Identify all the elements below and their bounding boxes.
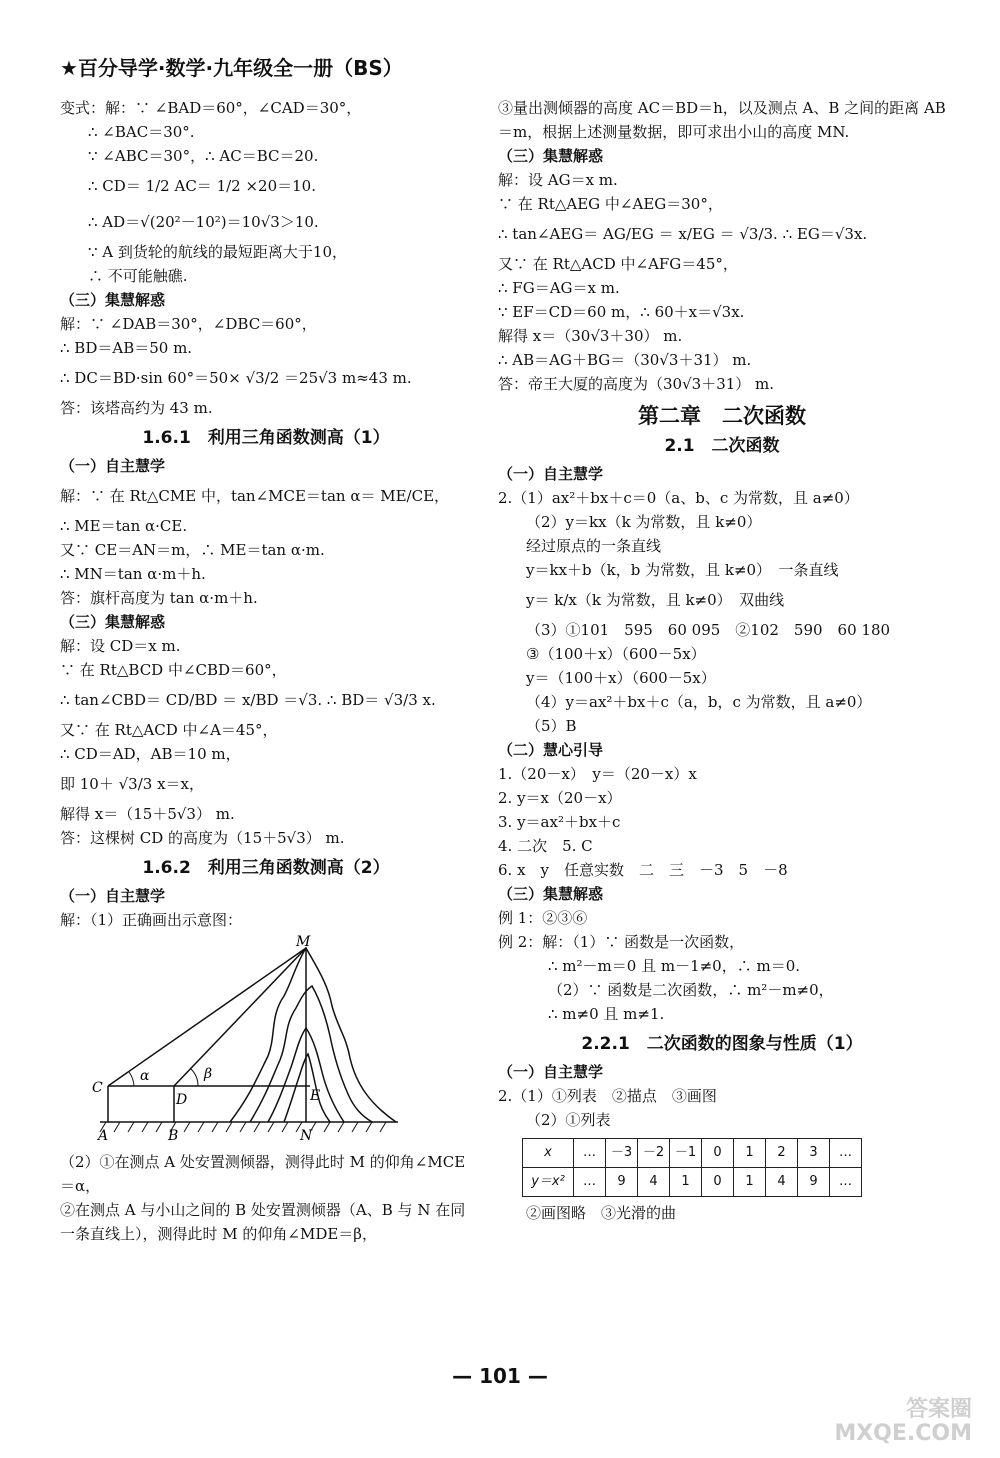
text-line: 答：帝王大厦的高度为（30√3＋31） m. <box>498 375 775 393</box>
table-cell: 2 <box>766 1139 798 1168</box>
table-cell: 1 <box>670 1168 702 1197</box>
text-line: 解得 x＝（30√3＋30） m. <box>498 327 683 345</box>
table-cell: 1 <box>734 1168 766 1197</box>
text-line: 解：∵ 在 Rt△CME 中，tan∠MCE＝tan α＝ ME/CE， <box>60 487 450 505</box>
table-cell: 9 <box>606 1168 638 1197</box>
table-row <box>523 1168 862 1197</box>
text-line: ∴ tan∠CBD＝ CD/BD ＝ x/BD ＝√3. ∴ BD＝ √3/3 x. <box>60 691 436 709</box>
right-lines-after-table <box>498 1201 946 1225</box>
text-line: ∴ CD＝ 1/2 AC＝ 1/2 ×20＝10. <box>88 177 316 195</box>
text-line: ∴ MN＝tan α·m＋h. <box>60 565 206 583</box>
table-cell: x <box>523 1139 574 1168</box>
left-lines-after-figure <box>60 1150 472 1246</box>
text-line: （一）自主慧学 <box>60 457 166 475</box>
text-line: ③（100＋x）（600－5x） <box>526 645 706 663</box>
text-line: 2.（1）ax²＋bx＋c＝0（a、b、c 为常数，且 a≠0） <box>498 489 859 507</box>
text-line: ②在测点 A 与小山之间的 B 处安置测倾器（A、B 与 N 在同一条直线上），测得此时 M 的仰角∠MDE＝β， <box>60 1201 466 1243</box>
value-table <box>522 1138 862 1197</box>
text-line: （三）集慧解惑 <box>498 147 604 165</box>
table-cell: 3 <box>798 1139 830 1168</box>
table-cell: 4 <box>638 1168 670 1197</box>
text-line: 答：该塔高约为 43 m. <box>60 399 213 417</box>
text-line: ∴ 不可能触礁. <box>88 267 188 285</box>
label-M: M <box>296 934 311 950</box>
text-line: ∴ AD＝√(20²－10²)＝10√3＞10. <box>88 213 319 231</box>
text-line: y＝kx＋b（k，b 为常数，且 k≠0） 一条直线 <box>526 561 839 579</box>
text-line: 4. 二次 5. C <box>498 837 593 855</box>
text-line: 又∵ 在 Rt△ACD 中∠A＝45°， <box>60 721 278 739</box>
text-line: 2.（1）①列表 ②描点 ③画图 <box>498 1087 717 1105</box>
table-cell: … <box>574 1168 606 1197</box>
page-header: ★百分导学·数学·九年级全一册（BS） <box>60 56 403 80</box>
text-line: 即 10＋ √3/3 x＝x， <box>60 775 205 793</box>
label-C: C <box>92 1080 103 1096</box>
text-line: （5）B <box>526 717 577 735</box>
table-cell: －3 <box>606 1139 638 1168</box>
label-B: B <box>168 1128 179 1144</box>
text-line: （三）集慧解惑 <box>60 291 166 309</box>
text-line: （一）自主慧学 <box>498 465 604 483</box>
text-line: ∵ 在 Rt△BCD 中∠CBD＝60°， <box>60 661 287 679</box>
label-D: D <box>176 1092 188 1108</box>
text-line: （三）集慧解惑 <box>498 885 604 903</box>
text-line: 经过原点的一条直线 <box>526 537 662 555</box>
text-line: 1.（20－x） y＝（20－x）x <box>498 765 697 783</box>
text-line: （一）自主慧学 <box>498 1063 604 1081</box>
text-line: （2）∵ 函数是二次函数，∴ m²－m≠0， <box>548 981 834 999</box>
text-line: ∵ ∠ABC＝30°，∴ AC＝BC＝20. <box>88 147 319 165</box>
text-line: 6. x y 任意实数 二 三 －3 5 －8 <box>498 861 788 879</box>
watermark-line: 答案圈 <box>905 1397 972 1422</box>
text-line: 2.1 二次函数 <box>664 436 780 456</box>
mountain-diagram <box>92 934 410 1144</box>
table-cell: 1 <box>734 1139 766 1168</box>
text-line: ∵ A 到货轮的航线的最短距离大于10， <box>88 243 348 261</box>
text-line: ∵ EF＝CD＝60 m，∴ 60＋x＝√3x. <box>498 303 745 321</box>
label-alpha: α <box>140 1068 150 1084</box>
table-cell: －2 <box>638 1139 670 1168</box>
text-line: ③量出测倾器的高度 AC＝BD＝h，以及测点 A、B 之间的距离 AB＝m，根据上述测量数据，即可求出小山的高度 MN. <box>498 99 946 141</box>
table-cell: y＝x² <box>523 1168 574 1197</box>
text-line: 答：旗杆高度为 tan α·m＋h. <box>60 589 258 607</box>
text-line: ∴ DC＝BD·sin 60°＝50× √3/2 ＝25√3 m≈43 m. <box>60 369 412 387</box>
text-line: 又∵ CE＝AN＝m，∴ ME＝tan α·m. <box>60 541 325 559</box>
right-lines <box>498 96 946 1132</box>
text-line: 变式：解：∵ ∠BAD＝60°，∠CAD＝30°， <box>60 99 362 117</box>
table-cell: 9 <box>798 1168 830 1197</box>
table-row <box>523 1139 862 1168</box>
text-line: ∴ tan∠AEG＝ AG/EG ＝ x/EG ＝ √3/3. ∴ EG＝√3x. <box>498 225 868 243</box>
text-line: 解得 x＝（15＋5√3） m. <box>60 805 235 823</box>
text-line: ∴ CD＝AD，AB＝10 m， <box>60 745 241 763</box>
left-column <box>60 96 472 1246</box>
text-line: ∴ ME＝tan α·CE. <box>60 517 188 535</box>
text-line: 3. y＝ax²＋bx＋c <box>498 813 621 831</box>
text-line: （3）①101 595 60 095 ②102 590 60 180 <box>526 621 891 639</box>
text-line: 例 1：②③⑥ <box>498 909 588 927</box>
text-line: 2. y＝x（20－x） <box>498 789 622 807</box>
label-A: A <box>98 1128 109 1144</box>
text-line: y＝（100＋x）（600－5x） <box>526 669 716 687</box>
text-line: ∴ FG＝AG＝x m. <box>498 279 620 297</box>
text-line: ∴ m≠0 且 m≠1. <box>548 1005 665 1023</box>
text-line: 答：这棵树 CD 的高度为（15＋5√3） m. <box>60 829 345 847</box>
table-cell: … <box>830 1168 862 1197</box>
text-line: （2）①列表 <box>526 1111 611 1129</box>
text-line: 解：（1）正确画出示意图： <box>60 911 243 929</box>
text-line: （4）y＝ax²＋bx＋c（a，b，c 为常数，且 a≠0） <box>526 693 872 711</box>
text-line: 2.2.1 二次函数的图象与性质（1） <box>581 1034 863 1054</box>
text-line: （三）集慧解惑 <box>60 613 166 631</box>
label-E: E <box>310 1088 321 1104</box>
text-line: 又∵ 在 Rt△ACD 中∠AFG＝45°， <box>498 255 738 273</box>
table-cell: … <box>830 1139 862 1168</box>
text-line: （2）y＝kx（k 为常数，且 k≠0） <box>526 513 762 531</box>
table-cell: … <box>574 1139 606 1168</box>
text-line: 解：∵ ∠DAB＝30°，∠DBC＝60°， <box>60 315 317 333</box>
text-line: ∴ m²－m＝0 且 m－1≠0，∴ m＝0. <box>548 957 801 975</box>
text-line: ∴ BD＝AB＝50 m. <box>60 339 193 357</box>
label-N: N <box>300 1128 313 1144</box>
text-line: ∴ AB＝AG＋BG＝（30√3＋31） m. <box>498 351 752 369</box>
text-line: ∵ 在 Rt△AEG 中∠AEG＝30°， <box>498 195 723 213</box>
label-beta: β <box>204 1066 213 1082</box>
watermark-logo <box>822 1398 972 1448</box>
text-line: ②画图略 ③光滑的曲 <box>526 1204 677 1222</box>
text-line: 例 2：解：（1）∵ 函数是一次函数， <box>498 933 745 951</box>
text-line: 第二章 二次函数 <box>638 404 806 428</box>
text-line: 解：设 CD＝x m. <box>60 637 181 655</box>
text-line: ∴ ∠BAC＝30°. <box>88 123 195 141</box>
table-cell: 0 <box>702 1168 734 1197</box>
watermark-line: MXQE.COM <box>834 1421 972 1446</box>
text-line: 1.6.2 利用三角函数测高（2） <box>142 858 390 878</box>
table-cell: 0 <box>702 1139 734 1168</box>
left-lines <box>60 96 472 932</box>
text-line: 1.6.1 利用三角函数测高（1） <box>142 428 390 448</box>
text-line: （2）①在测点 A 处安置测倾器，测得此时 M 的仰角∠MCE＝α， <box>60 1153 466 1195</box>
page-number: — 101 — <box>452 1364 548 1388</box>
text-line: （二）慧心引导 <box>498 741 604 759</box>
text-line: 解：设 AG＝x m. <box>498 171 618 189</box>
text-line: y＝ k/x（k 为常数，且 k≠0） 双曲线 <box>526 591 785 609</box>
table-cell: －1 <box>670 1139 702 1168</box>
table-cell: 4 <box>766 1168 798 1197</box>
right-column <box>498 96 946 1225</box>
text-line: （一）自主慧学 <box>60 887 166 905</box>
